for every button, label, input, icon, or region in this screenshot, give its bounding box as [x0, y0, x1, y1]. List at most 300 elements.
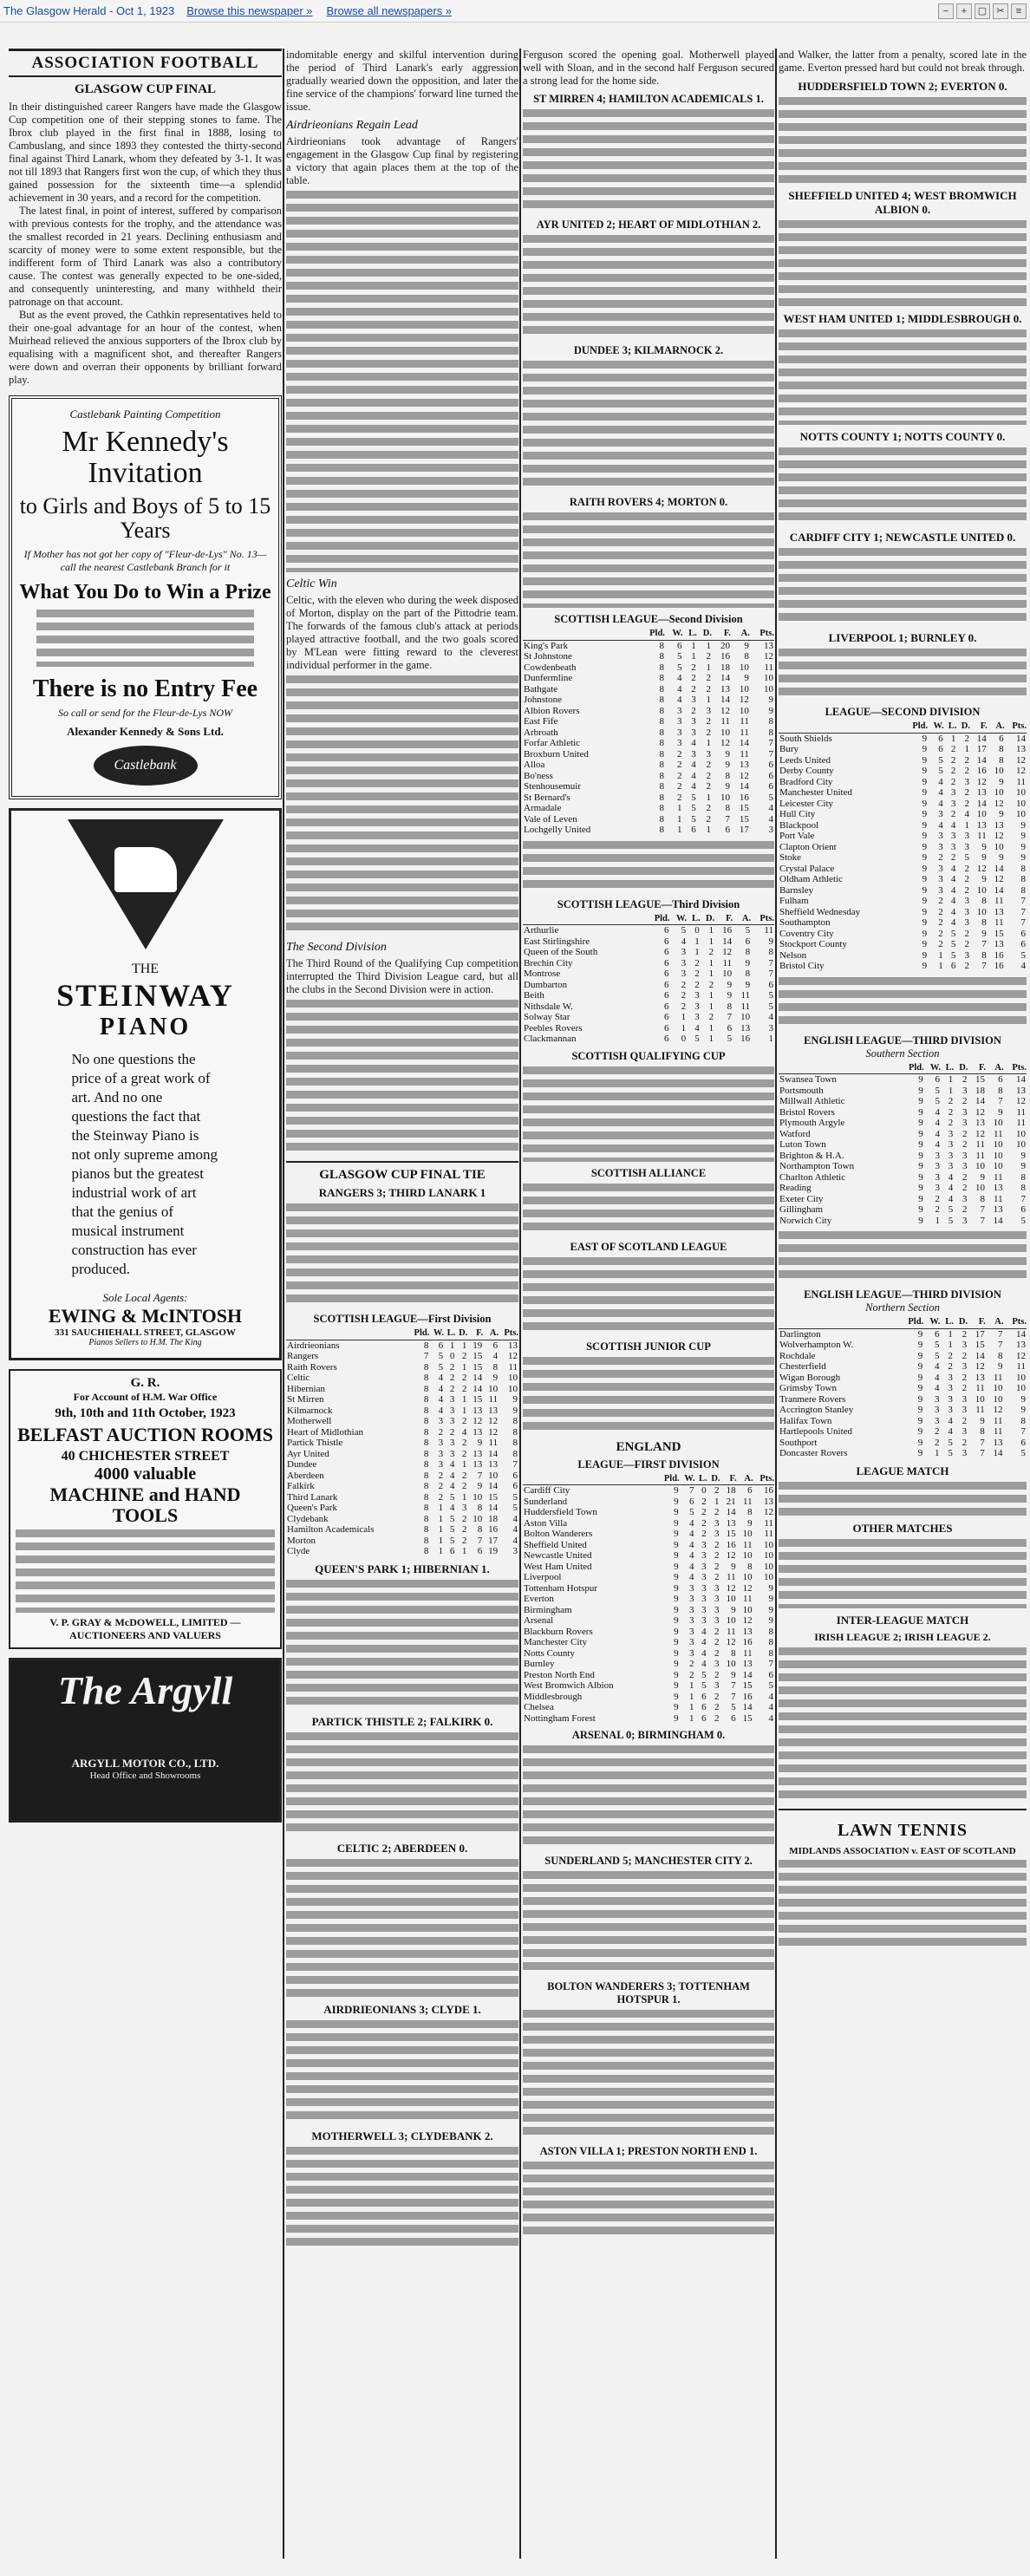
table-cell: Clyde — [287, 1546, 310, 1556]
table-cell: Aberdeen — [287, 1470, 324, 1481]
table-cell: Rochdale — [779, 1350, 816, 1361]
table-cell: 8 — [423, 1513, 429, 1524]
table-cell: 9 — [744, 640, 749, 651]
table-cell: 8 — [998, 1085, 1003, 1096]
table-cell: 1 — [688, 1680, 694, 1691]
table-cell: 4 — [676, 695, 682, 705]
table-cell: 9 — [918, 1183, 923, 1193]
fit-page-icon[interactable]: ▢ — [975, 3, 990, 19]
table-cell: Chelsea — [524, 1702, 554, 1712]
table-cell: 19 — [473, 1340, 483, 1351]
column-header: Pts. — [750, 629, 774, 640]
table-cell: 13 — [975, 1118, 986, 1128]
table-cell: South Shields — [779, 733, 832, 744]
table-cell: 1 — [676, 813, 682, 825]
table-cell: 8 — [659, 738, 664, 748]
table-cell: Grimsby Town — [779, 1383, 837, 1393]
table-cell: 16 — [994, 949, 1004, 961]
table-cell: 10 — [764, 683, 773, 695]
table-row — [779, 1194, 1027, 1205]
table-cell: 3 — [676, 705, 682, 716]
table-cell: Hull City — [779, 809, 816, 819]
table-cell: 8 — [1020, 863, 1026, 874]
table-cell: 6 — [691, 825, 696, 835]
table-cell: 8 — [999, 754, 1004, 766]
table-cell: 11 — [975, 1139, 986, 1150]
table-cell: 8 — [981, 949, 987, 961]
zoom-in-icon[interactable]: + — [956, 3, 972, 19]
table-cell: 4 — [449, 1503, 455, 1513]
table-cell: 8 — [747, 1561, 753, 1572]
table-cell: 8 — [512, 1438, 518, 1448]
match-score: QUEEN'S PARK 1; HIBERNIAN 1. — [315, 1562, 490, 1575]
column-header: A. — [483, 1328, 499, 1340]
table-cell: 2 — [461, 1513, 467, 1524]
table-cell: 9 — [999, 809, 1004, 819]
table-cell: 16 — [739, 792, 749, 803]
section-heading: LAWN TENNIS — [837, 1820, 968, 1840]
zoom-out-icon[interactable]: − — [938, 3, 954, 19]
table-cell: 4 — [438, 1405, 444, 1416]
table-cell: Chesterfield — [779, 1361, 826, 1372]
match-report — [779, 220, 1027, 307]
table-cell: 4 — [768, 1702, 773, 1712]
ad-signature: Alexander Kennedy & Sons Ltd. — [67, 725, 224, 738]
table-cell: 2 — [461, 1481, 467, 1491]
table-cell: 2 — [714, 1539, 720, 1550]
table-cell: Notts County — [524, 1647, 575, 1659]
table-cell: 3 — [694, 1012, 700, 1022]
ad-warrant: Pianos Sellers to H.M. The King — [88, 1338, 202, 1347]
league-table — [779, 1317, 1027, 1459]
table-cell: 4 — [948, 1171, 954, 1183]
table-cell: 11 — [764, 925, 773, 936]
table-cell: 2 — [461, 1470, 467, 1481]
browse-all-link[interactable]: Browse all newspapers » — [326, 4, 453, 17]
match-score: HUDDERSFIELD TOWN 2; EVERTON 0. — [798, 80, 1007, 93]
table-cell: 1 — [708, 1001, 714, 1012]
table-cell: Hamilton Academicals — [287, 1524, 375, 1535]
table-row — [523, 738, 774, 749]
table-cell: 6 — [998, 1074, 1003, 1085]
table-cell: 9 — [981, 852, 987, 863]
table-cell: Huddersfield Town — [524, 1507, 597, 1517]
table-cell: 3 — [701, 1561, 707, 1572]
table-cell: 1 — [706, 825, 711, 835]
table-cell: 8 — [659, 760, 664, 770]
table-cell: 14 — [488, 1481, 499, 1491]
table-cell: 8 — [659, 716, 664, 727]
table-cell: 9 — [918, 1096, 923, 1106]
match-report — [286, 1859, 518, 1998]
table-cell: 13 — [473, 1448, 483, 1459]
table-cell: 8 — [492, 1361, 499, 1373]
table-cell: 7 — [727, 1012, 733, 1022]
table-row — [779, 1361, 1027, 1373]
table-cell: 2 — [438, 1491, 444, 1503]
table-cell: Halifax Town — [779, 1415, 832, 1426]
table-row — [779, 755, 1027, 766]
table-cell: 5 — [948, 1437, 953, 1448]
table-cell: 1 — [461, 1340, 467, 1351]
table-cell: 8 — [725, 770, 730, 781]
viewer-tools — [938, 3, 1027, 19]
table-cell: Nottingham Forest — [524, 1712, 596, 1724]
column-header: F. — [467, 1328, 483, 1340]
article-subheading: Celtic Win — [286, 577, 337, 590]
table-cell: Stenhousemuir — [524, 781, 581, 792]
match-score: ST MIRREN 4; HAMILTON ACADEMICALS 1. — [533, 93, 764, 105]
table-row — [779, 777, 1027, 788]
settings-icon[interactable]: ≡ — [1011, 3, 1027, 19]
table-cell: 8 — [768, 716, 773, 727]
table-cell: 3 — [706, 748, 711, 760]
table-cell: Middlesbrough — [524, 1691, 583, 1702]
table-cell: 2 — [962, 1415, 968, 1426]
table-row — [523, 727, 774, 739]
table-cell: 3 — [688, 1594, 694, 1604]
column-header: Pts. — [1003, 1317, 1027, 1328]
table-cell: Bo'ness — [524, 770, 553, 781]
table-cell: 9 — [922, 949, 928, 961]
table-row — [523, 1034, 774, 1045]
table-row — [779, 950, 1027, 962]
table-cell: 4 — [681, 936, 687, 947]
table-cell: 2 — [962, 1171, 968, 1183]
table-cell: 6 — [950, 961, 956, 971]
table-cell: 2 — [701, 1507, 707, 1517]
match-score: CELTIC 2; ABERDEEN 0. — [336, 1841, 468, 1855]
section-heading: ASSOCIATION FOOTBALL — [9, 49, 282, 77]
table-cell: 9 — [918, 1139, 923, 1150]
table-cell: 2 — [950, 776, 956, 787]
table-cell: Arsenal — [524, 1615, 554, 1626]
table-cell: 12 — [975, 1106, 986, 1118]
table-cell: 2 — [714, 1626, 720, 1637]
table-cell: Barnsley — [779, 884, 814, 896]
table-cell: Swansea Town — [779, 1074, 837, 1085]
column-header — [779, 721, 904, 733]
table-cell: 9 — [922, 852, 928, 863]
browser-topbar — [0, 0, 1030, 23]
table-cell: 4 — [449, 1470, 455, 1481]
table-cell: 9 — [918, 1106, 923, 1118]
ad-headline: STEINWAY — [56, 978, 234, 1013]
table-cell: 2 — [449, 1426, 455, 1438]
table-cell: 10 — [739, 705, 749, 716]
table-cell: Fulham — [779, 896, 809, 906]
table-cell: 3 — [449, 1448, 455, 1459]
ad-body: No one questions the price of a great work of art. And no one questions the fact that the Steinway Piano is not only supreme among pianos but the greatest industrial work of art that the genius of musical instrument construction has ever produced. — [71, 1051, 218, 1277]
table-cell: 8 — [768, 727, 773, 738]
column-2 — [286, 49, 518, 2559]
castlebank-logo: Castlebank — [94, 746, 198, 786]
table-row — [779, 1426, 1027, 1438]
table-cell: 7 — [423, 1351, 429, 1361]
table-row — [523, 706, 774, 717]
table-cell: 10 — [993, 1161, 1003, 1171]
table-cell: 5 — [449, 1491, 455, 1503]
table-cell: 3 — [948, 1372, 953, 1383]
table-row — [779, 733, 1027, 744]
table-cell: East Fife — [524, 716, 558, 727]
table-row — [779, 799, 1027, 810]
table-cell: 7 — [980, 1215, 986, 1226]
table-cell: 17 — [976, 744, 987, 754]
table-cell: 3 — [938, 874, 943, 884]
table-cell: 8 — [659, 705, 664, 716]
table-row — [779, 1183, 1027, 1194]
argyll-advertisement — [9, 1658, 282, 1823]
results-list — [779, 977, 1027, 1029]
table-row — [779, 917, 1027, 929]
column-header: L. — [944, 721, 957, 733]
column-header: L. — [941, 1063, 954, 1074]
table-cell: 3 — [449, 1438, 455, 1448]
table-cell: 2 — [938, 917, 943, 928]
table-cell: 2 — [708, 947, 714, 957]
table-cell: 9 — [922, 896, 928, 906]
table-cell: 6 — [664, 925, 669, 936]
table-cell: Plymouth Argyle — [779, 1118, 845, 1128]
table-cell: 2 — [948, 1096, 954, 1106]
table-cell: Leeds United — [779, 754, 831, 766]
table-cell: 13 — [740, 1022, 751, 1034]
match-heading: GLASGOW CUP FINAL TIE — [319, 1168, 486, 1182]
table-cell: 8 — [512, 1448, 518, 1459]
table-cell: 9 — [918, 1204, 923, 1215]
table-cell: East Stirlingshire — [524, 936, 590, 947]
match-report — [779, 447, 1027, 525]
table-cell: Bolton Wanderers — [524, 1529, 593, 1539]
table-cell: Millwall Athletic — [779, 1096, 845, 1106]
league-table — [779, 721, 1027, 972]
table-cell: 2 — [714, 1637, 720, 1647]
table-cell: 9 — [1020, 1161, 1026, 1171]
table-cell: 16 — [764, 1485, 773, 1496]
league-table — [523, 1474, 774, 1725]
table-cell: 8 — [423, 1438, 429, 1448]
table-cell: 5 — [950, 928, 956, 939]
table-cell: 6 — [745, 936, 751, 947]
clip-icon[interactable]: ✂ — [993, 3, 1008, 19]
table-cell: 8 — [423, 1416, 429, 1426]
match-report — [779, 548, 1027, 626]
match-score: BOLTON WANDERERS 3; TOTTENHAM HOTSPUR 1. — [547, 1980, 750, 2005]
column-header: W. — [923, 1317, 940, 1328]
table-cell: 3 — [714, 1529, 720, 1539]
table-row — [523, 1659, 774, 1670]
table-row — [286, 1471, 518, 1482]
table-cell: Clydebank — [287, 1513, 329, 1524]
table-cell: 5 — [948, 1215, 954, 1226]
table-cell: 8 — [423, 1373, 429, 1383]
section-subheading: SCOTTISH QUALIFYING CUP — [571, 1049, 726, 1062]
table-cell: 4 — [701, 1659, 707, 1669]
table-cell: 4 — [938, 798, 943, 809]
table-cell: 9 — [922, 841, 928, 852]
table-cell: 8 — [768, 1647, 773, 1659]
table-cell: 4 — [938, 776, 943, 787]
table-cell: 9 — [1020, 852, 1026, 863]
table-row — [523, 1615, 774, 1627]
table-cell: 7 — [688, 1485, 694, 1496]
table-cell: 9 — [917, 1415, 923, 1426]
table-row — [779, 907, 1027, 918]
table-cell: Queen's Park — [287, 1503, 337, 1513]
table-cell: 12 — [720, 705, 730, 716]
table-row — [779, 1416, 1027, 1427]
table-cell: 9 — [674, 1659, 679, 1669]
table-cell: 13 — [976, 787, 987, 798]
table-header-row — [779, 1317, 1027, 1328]
table-cell: 11 — [1016, 1361, 1026, 1372]
league-table — [286, 1328, 518, 1557]
table-cell: 3 — [438, 1448, 444, 1459]
table-cell: 9 — [917, 1361, 923, 1372]
table-cell: 1 — [688, 1702, 694, 1712]
table-cell: 10 — [508, 1373, 518, 1383]
table-cell: 9 — [918, 1150, 923, 1161]
table-cell: 1 — [676, 803, 682, 813]
table-cell: 3 — [681, 957, 687, 968]
table-cell: 10 — [993, 1150, 1003, 1161]
table-cell: 2 — [449, 1383, 455, 1394]
table-cell: 3 — [714, 1659, 720, 1669]
table-cell: 8 — [659, 825, 664, 835]
table-cell: 4 — [935, 1128, 940, 1139]
table-cell: 12 — [726, 1582, 736, 1594]
table-row — [779, 1074, 1027, 1086]
table-cell: 8 — [1020, 1415, 1026, 1426]
table-row — [779, 896, 1027, 907]
ad-kicker: THE — [131, 962, 160, 976]
table-cell: 13 — [473, 1426, 483, 1438]
article-paragraph: Celtic, with the eleven who during the week disposed of Morton, display on the part of the Pittodrie team. The forwards of the famous club's attack at periods played attractive football, and the two goals scored by M'Lean were fitting reward to the cleverest individual performer in the game. — [286, 594, 518, 671]
table-cell: 16 — [722, 925, 733, 936]
ad-callout: What You Do to Win a Prize — [19, 581, 271, 603]
table-cell: 8 — [423, 1459, 429, 1470]
table-cell: 8 — [768, 1626, 773, 1637]
table-cell: 9 — [1020, 1393, 1026, 1405]
browse-newspaper-link[interactable]: Browse this newspaper » — [186, 4, 313, 17]
table-cell: 4 — [950, 819, 956, 831]
table-cell: 6 — [688, 1496, 694, 1507]
table-cell: 2 — [706, 673, 711, 683]
table-cell: 14 — [473, 1373, 483, 1383]
table-cell: 13 — [764, 1496, 773, 1507]
table-cell: 7 — [998, 1096, 1003, 1106]
table-cell: 4 — [938, 787, 943, 798]
table-cell: 1 — [708, 1034, 714, 1044]
table-cell: 3 — [694, 1001, 700, 1012]
table-cell: 2 — [714, 1702, 720, 1712]
article-paragraph: Airdrieonians took advantage of Rangers' engagement in the Glasgow Cup final by registering a victory that again places them at the top of the table. — [286, 135, 518, 186]
table-cell: 13 — [720, 683, 730, 695]
table-cell: 9 — [1020, 819, 1026, 831]
table-cell: 5 — [964, 852, 969, 863]
table-cell: 2 — [948, 1350, 953, 1361]
match-score: ARSENAL 0; BIRMINGHAM 0. — [571, 1729, 726, 1741]
table-cell: Lochgelly United — [524, 825, 591, 835]
table-cell: 1 — [681, 1022, 687, 1034]
ad-fineprint — [16, 1529, 275, 1613]
table-cell: 2 — [714, 1691, 720, 1702]
table-cell: 13 — [994, 939, 1004, 949]
table-cell: 7 — [768, 968, 773, 979]
table-cell: 1 — [964, 744, 969, 754]
article-paragraph: indomitable energy and skilful intervention during the period of Third Lanark's early aggression gradually wearied down the opposition, and later the fine service of the champions' forward line turned the issue. — [286, 49, 518, 113]
article-text-block — [286, 1000, 518, 1156]
table-cell: 12 — [739, 695, 749, 705]
table-row — [523, 1001, 774, 1013]
table-cell: 9 — [922, 798, 928, 809]
table-cell: 11 — [743, 1539, 753, 1550]
results-list — [523, 1357, 774, 1435]
column-3 — [523, 49, 774, 2559]
article-text-block — [779, 1860, 1027, 1947]
table-row — [523, 792, 774, 804]
match-report — [286, 2147, 518, 2251]
table-cell: Preston North End — [524, 1669, 595, 1680]
table-cell: 5 — [950, 949, 956, 961]
table-cell: Manchester United — [779, 787, 852, 798]
table-cell: 5 — [948, 1448, 953, 1458]
auction-advertisement — [9, 1369, 282, 1649]
table-row — [523, 673, 774, 684]
table-cell: 1 — [708, 957, 714, 968]
table-cell: 8 — [745, 968, 751, 979]
results-list — [779, 1231, 1027, 1283]
table-cell: 14 — [975, 1096, 986, 1106]
table-cell: 1 — [438, 1513, 444, 1524]
table-cell: 11 — [488, 1438, 499, 1448]
table-cell: 12 — [488, 1416, 499, 1426]
table-cell: 3 — [938, 831, 943, 841]
table-cell: Tranmere Rovers — [779, 1393, 846, 1405]
table-cell: Montrose — [524, 968, 561, 979]
table-cell: 9 — [731, 1669, 736, 1680]
table-cell: 1 — [681, 1012, 687, 1022]
table-cell: 2 — [701, 1496, 707, 1507]
ad-agents-label: Sole Local Agents: — [102, 1291, 188, 1304]
table-cell: 10 — [994, 841, 1004, 852]
table-cell: 9 — [922, 939, 928, 949]
table-cell: 4 — [701, 1647, 707, 1659]
table-cell: 2 — [706, 813, 711, 825]
match-score: CARDIFF CITY 1; NEWCASTLE UNITED 0. — [789, 531, 1016, 544]
table-cell: 5 — [701, 1680, 707, 1691]
table-cell: 2 — [962, 1139, 968, 1150]
table-cell: 13 — [488, 1405, 499, 1416]
table-row — [523, 1562, 774, 1573]
table-cell: 1 — [935, 1215, 940, 1226]
table-row — [286, 1373, 518, 1384]
table-cell: 1 — [461, 1459, 467, 1470]
table-row — [286, 1536, 518, 1547]
table-row — [523, 1540, 774, 1551]
table-cell: 9 — [917, 1448, 923, 1458]
table-cell: 1 — [438, 1546, 444, 1556]
table-row — [523, 1702, 774, 1713]
table-cell: 5 — [449, 1524, 455, 1535]
table-cell: 4 — [935, 1118, 940, 1128]
table-row — [523, 771, 774, 782]
table-cell: 5 — [691, 813, 696, 825]
table-cell: 10 — [742, 1529, 753, 1539]
table-cell: 5 — [691, 792, 696, 803]
table-cell: 11 — [1016, 1118, 1026, 1128]
